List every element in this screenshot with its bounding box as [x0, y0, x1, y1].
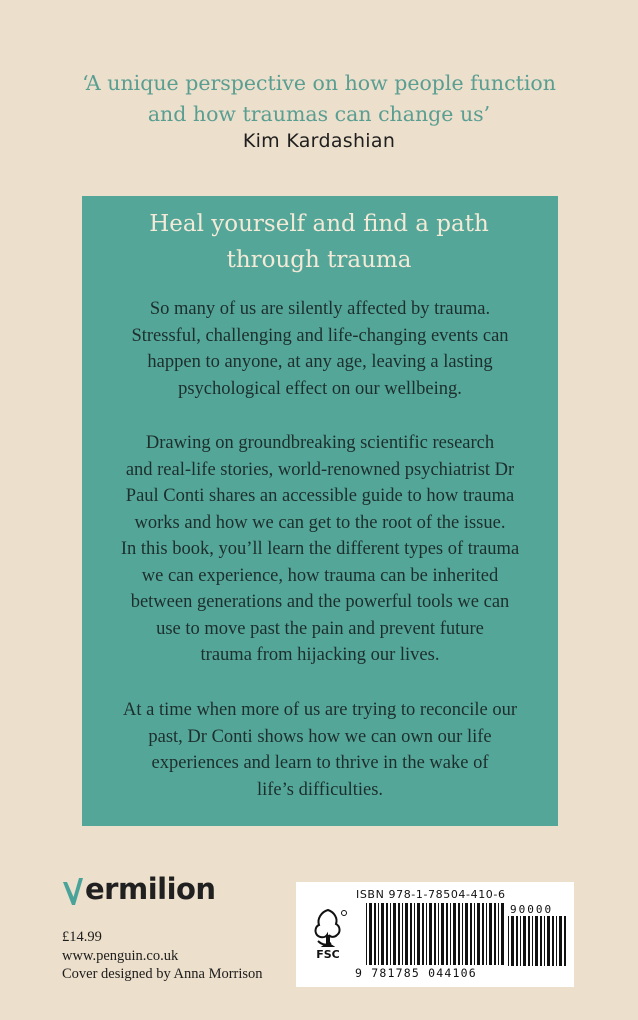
text-line: In this book, you’ll learn the different types of trauma — [120, 539, 520, 559]
barcode-digits: 9 781785 044106 — [355, 966, 477, 980]
price: £14.99 — [62, 929, 102, 945]
fsc-label: FSC — [316, 948, 340, 961]
barcode-addon-digits: 90000 — [510, 903, 554, 916]
heading-line-1: Heal yourself and find a path — [149, 211, 489, 237]
text-line: use to move past the pain and prevent future — [156, 618, 484, 639]
text-line: trauma from hijacking our lives. — [200, 645, 440, 665]
blurb-paragraph-2 — [84, 430, 556, 669]
text-line: between generations and the powerful tools we can — [130, 592, 510, 612]
cover-credit: Cover designed by Anna Morrison — [62, 966, 263, 982]
quote-line-2: and how traumas can change us’ — [147, 102, 491, 126]
text-line: we can experience, how trauma can be inherited — [141, 565, 499, 586]
text-line: experiences and learn to thrive in the wake of — [151, 753, 489, 773]
text-line: Stressful, challenging and life-changing events can — [131, 325, 509, 346]
text-line: Drawing on groundbreaking scientific research — [145, 433, 495, 453]
text-line: psychological effect on our wellbeing. — [178, 378, 462, 399]
publisher-info — [62, 928, 263, 984]
publisher-logo — [62, 872, 216, 906]
quote-line-1: ‘A unique perspective on how people function — [82, 71, 556, 95]
vermilion-v-icon — [62, 876, 84, 906]
text-line: past, Dr Conti shows how we can own our life — [148, 726, 492, 747]
text-line: Paul Conti shares an accessible guide to how trauma — [125, 486, 515, 506]
website: www.penguin.co.uk — [62, 947, 179, 964]
text-line: works and how we can get to the root of the issue. — [134, 512, 506, 533]
text-line: happen to anyone, at any age, leaving a lasting — [147, 352, 493, 372]
text-line: life’s difficulties. — [256, 779, 384, 800]
blurb-paragraph-1 — [84, 296, 556, 402]
blurb-paragraph-3 — [84, 697, 556, 803]
addon-barcode-icon — [508, 916, 568, 966]
heading-line-2: through trauma — [226, 247, 412, 273]
text-line: and real-life stories, world-renowned psychiatrist Dr — [125, 459, 515, 480]
isbn-label: ISBN 978-1-78504-410-6 — [356, 888, 506, 901]
endorsement-quote — [0, 68, 638, 130]
quote-author: Kim Kardashian — [242, 130, 396, 152]
text-line: At a time when more of us are trying to reconcile our — [122, 700, 518, 720]
publisher-logo-text: ermilion — [85, 872, 216, 906]
ean-barcode-icon — [366, 903, 506, 965]
blurb-heading — [0, 206, 638, 278]
text-line: So many of us are silently affected by trauma. — [149, 299, 491, 319]
